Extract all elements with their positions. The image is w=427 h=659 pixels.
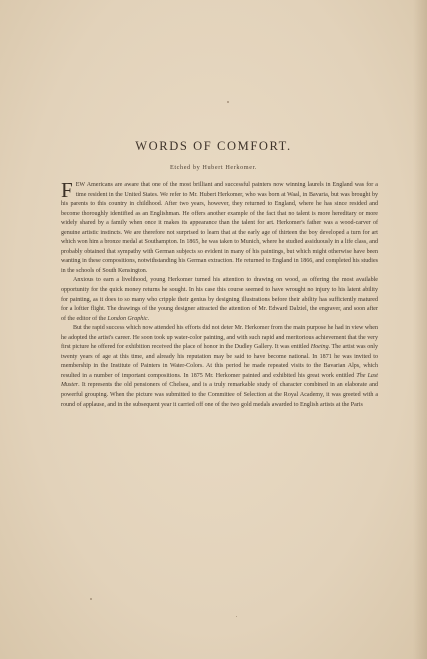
paper-speck [236,616,237,617]
page-title: WORDS OF COMFORT. [135,139,292,153]
paragraph-3-italic-2: The Last Muster [61,372,378,389]
paragraph-3-text: But the rapid success which now attended his efforts did not deter Mr. Herkomer from the main purpose he had in view when he adopted the artist's career. He soon took up water-color painting, and with such rapid and meritorious achievement that the very first picture he offered for exhibition received the place of honor in the Dudley Gallery. It was entitled [61,325,378,351]
paragraph-3-tail: . It represents the old pensioners of Chelsea, and is a truly remarkable study of character combined in an elaborate and powerful grouping. When the picture was submitted to the Committee of Selection at the Royal Academy, it was greeted with a round of applause, and in the subsequent year it carried off one of the two gold medals awarded to English artists at the Paris [61,382,378,408]
paragraph-3 [61,324,378,410]
page-edge-shadow [413,0,427,659]
paragraph-2-tail: . [147,315,150,322]
paragraph-3-italic: Hoeing [310,344,329,351]
paragraph-2 [61,276,378,324]
paragraph-2-text: Anxious to earn a livelihood, young Herkomer turned his attention to drawing on wood, as offering the most available opportunity for the quick money returns he sought. In his case this course seemed to have wrought no injury to his latent ability for painting, as it does to so many who cripple their genius by designing illustrations before their ability has sufficiently matured for a loftier flight. The drawings of the young designer attracted the attention of Mr. Edward Dalziel, the engraver, and soon after of the editor of the [61,277,378,322]
paragraph-1-text: EW Americans are aware that one of the most brilliant and successful painters now winning laurels in England was for a time resident in the United States. We refer to Mr. Hubert Herkomer, who was born at Waal, in Bavaria, but was brought by his parents to this country in childhood. After two years, however, they returned to England, where he has since resided and become thoroughly identified as an Englishman. He offers another example of the fact that no talent is more hereditary or more widely shared by a family when once it makes its appearance than the talent for art. Herkomer's father was a wood-carver of genuine artistic instincts. We are therefore not surprised to learn that at the early age of thirteen the boy developed a turn for art which won him a bronze medal at Southampton. In 1865, he was taken to Munich, where he studied assiduously in a life class, and probably obtained that sympathy with German subjects so evident in many of his paintings, but which might otherwise have been wanting in these compositions, notwithstanding his German extraction. He returned to England in 1866, and completed his studies in the schools of South Kensington. [61,182,378,274]
paragraph-1 [61,178,378,276]
paragraph-2-italic: London Graphic [107,315,148,322]
paragraph-3-mid: . The artist was only twenty years of age at this time, and already his reputation may be said to have become national. In 1871 he was invited to membership in the Institute of Painters in Water-Colors. At this period he made repeated visits to the Bavarian Alps, which resulted in a number of important compositions. In 1875 Mr. Herkomer painted and exhibited his great work entitled [61,344,378,379]
paper-speck [90,598,92,600]
paper-speck [227,101,229,103]
article-body [61,178,378,410]
byline: Etched by Hubert Herkomer. [169,164,258,171]
drop-cap: F [61,178,73,202]
